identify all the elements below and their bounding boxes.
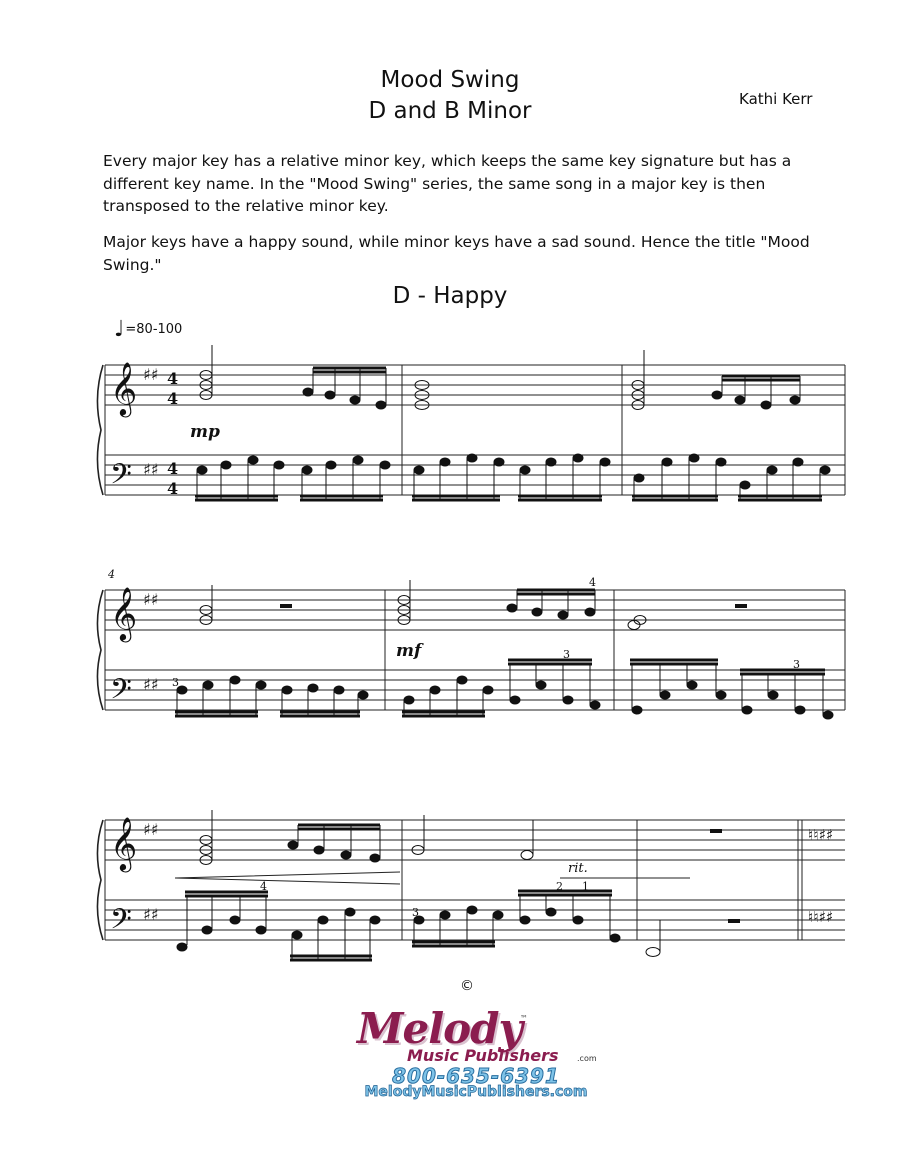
intro-paragraph-1: Every major key has a relative minor key, which keeps the same key signature but has a different key name. In the "Mood Swing" series, the same song in a major key is then transposed to the relative minor key. <box>103 152 792 215</box>
logo-dotcom: .com <box>577 1054 597 1063</box>
logo-subtitle: Music Publishers <box>407 1046 559 1065</box>
system-2 <box>97 590 845 710</box>
key-signature-icon: ♯♯ <box>143 460 159 479</box>
tuplet-number: 3 <box>793 658 800 671</box>
composer-name: Kathi Kerr <box>739 90 813 108</box>
treble-clef-icon: 𝄞 <box>110 816 138 870</box>
fingering: 3 <box>412 906 419 919</box>
logo-url[interactable]: MelodyMusicPublishers.com <box>364 1084 588 1100</box>
publisher-logo[interactable] <box>345 1004 607 1104</box>
logo-trademark: ™ <box>520 1014 528 1023</box>
dynamic-mf: mf <box>396 641 422 661</box>
copyright-symbol: © <box>460 978 474 994</box>
bass-clef-icon: 𝄢 <box>110 673 132 713</box>
tuplet-number: 3 <box>563 648 570 661</box>
fingering: 4 <box>589 576 596 589</box>
ritardando-text: rit. <box>568 861 588 876</box>
logo-name: Melody <box>357 1004 522 1053</box>
fingering: 2 <box>556 880 563 893</box>
title-line-2: D and B Minor <box>368 98 532 124</box>
logo-phone: 800-635-6391 <box>392 1064 560 1088</box>
measure-number: 4 <box>108 568 115 581</box>
bass-clef-icon: 𝄢 <box>110 458 132 498</box>
fingering: 1 <box>582 880 589 893</box>
bass-clef-icon: 𝄢 <box>110 903 132 943</box>
key-signature-icon: ♯♯ <box>143 365 159 384</box>
tempo-text: =80-100 <box>125 322 183 337</box>
quarter-note-icon: ♩ <box>114 316 125 342</box>
intro-paragraph-2: Major keys have a happy sound, while minor keys have a sad sound. Hence the title "Mood Swing." <box>103 233 810 274</box>
fingering: 3 <box>172 676 179 689</box>
treble-clef-icon: 𝄞 <box>110 586 138 640</box>
dynamic-mp: mp <box>190 422 220 442</box>
key-signature-icon: ♯♯ <box>143 820 159 839</box>
key-signature-icon: ♯♯ <box>143 905 159 924</box>
time-sig-top: 4 <box>167 459 179 478</box>
time-sig-bottom: 4 <box>167 479 179 498</box>
time-sig-top: 4 <box>167 369 179 388</box>
fingering: 4 <box>260 880 267 893</box>
title-line-1: Mood Swing <box>380 67 520 93</box>
natural-sign-icon: ♮♮♯♯ <box>808 826 834 844</box>
treble-clef-icon: 𝄞 <box>110 361 138 415</box>
key-signature-icon: ♯♯ <box>143 590 159 609</box>
decrescendo-hairpin <box>175 872 400 884</box>
natural-sign-icon: ♮♮♯♯ <box>808 908 834 926</box>
time-sig-bottom: 4 <box>167 389 179 408</box>
key-signature-icon: ♯♯ <box>143 675 159 694</box>
section-title: D - Happy <box>392 283 508 309</box>
